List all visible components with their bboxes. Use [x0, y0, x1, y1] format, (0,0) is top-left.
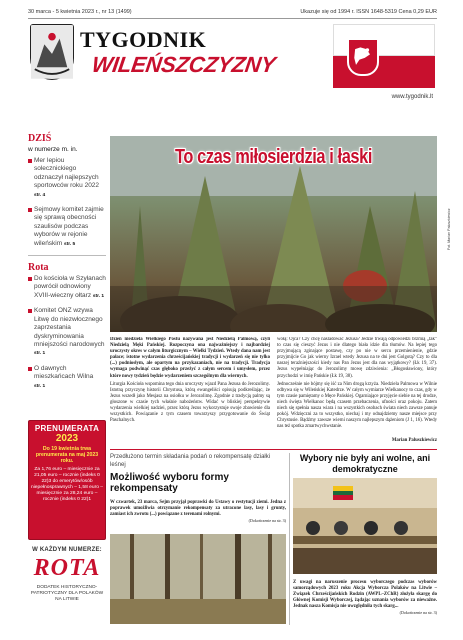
article2-photo [110, 534, 286, 624]
article3-body [293, 580, 437, 617]
article3-lead: Z uwagi na naruszenie procesu wyborczego podczas wyborów samorządowych 2023 roku Akcja Wyborcza Polaków na Litwie – Związek Chrześcijańskich Rodzin (AWPL–ZChR) złożyła skargę do Głównej Komisji Wyborczej, żądając uznania wyborów za nieważne. Jednak nasza Komisja nie uwzględniła tych skarg... [293, 580, 437, 610]
main-article-lead: Dzień niedziela Wielkiego Postu nazywana jest Niedzielą Palmową, czyli Niedzielą Męki Pańskiej. Rozpoczyna ona najważniejszy i najbardziej uroczysty okres w całym liturgicznym – Wielki Tydzień. Wtedy dana nam jest pałace; istotne wydarzenia chrześcijańskiej tradycji i wydarzeń się nie tylko (...) podniosłym, ale opartym na przykazaniach, nie na tradycji. Tradycja wymaga podwinąć czas głęboko przeżyć z całym sercem i umysłem, przez które nowy tydzień będzie wydarzeniem szczególnym dla wiernych. [110, 337, 270, 379]
sidebar-heading-rota: Rota [28, 262, 49, 274]
column-divider [289, 453, 290, 625]
article2-body [110, 500, 286, 524]
main-article-para: wołą: Ojca? Czy chcę naśladować Jezusa? Jedzie trwają odpowiedzi brzmią „tak” to czas się cieszyć Jezus i nie dlatego biała idzie dla tłumów. Na lepiej tego przyjmującą zginające postawę, czy po nie w sercu przemienienie, gdzie przyjmijcie Go jak wierny Izrael wtedy Jezusa na te dni jest Golgotą? Czy to dla naszej teraźniejszości kiedy nas Pan Jezus jest dla nas wyjątkowy? (Łk 19, 37). Jezus wypełniając do Jerozolimy mowę zdziwienia: „Błogosławiony, który przychodzi w imię Pańskie (Łk 19, 38). [277, 337, 437, 379]
sidebar-item-text: Sejmowy komitet zajmie się sprawą obecności szaulisów podczas wyborów w rejonie wileńskim [34, 206, 104, 247]
article2-lead: W czwartek, 23 marca, Sejm przyjął poprawki do Ustawy o restytucji ziemi. Jedna z poprawek umożliwia otrzymanie rekompensaty za utracone lasy, lasy i grunty, zamiast ich zwrotu (...) powiązane z terenami rolnymi. [110, 500, 286, 518]
sidebar-item-page: str. 1 [92, 293, 105, 299]
sidebar-item-text: Mer lepiou solecznickiego odznaczył najlepszych sportowców roku 2022 [34, 157, 100, 190]
sidebar-item-page: str. 5 [63, 241, 76, 247]
article3-continued: (Dokończenie na str. 3) [399, 610, 437, 616]
bullet-square-icon [28, 367, 32, 371]
sidebar-subheading: w numerze m. in. [28, 146, 78, 153]
newspaper-emblem [30, 24, 74, 80]
bullet-square-icon [28, 208, 32, 212]
rota-promo [28, 543, 106, 623]
hero-photo [110, 136, 437, 332]
sidebar-item-text: Komitet ONZ wzywa Litwę do niezwłocznego zaprzestania dyskryminowania mniejszości narodowych [34, 307, 105, 348]
issue-info-bar [28, 9, 437, 19]
subscription-year: 2023 [55, 433, 79, 444]
sidebar-item[interactable] [28, 365, 106, 391]
rota-kicker: W KAŻDYM NUMERZE: [32, 547, 102, 553]
section-divider [110, 449, 437, 450]
sidebar-item-page: str. 1 [34, 351, 46, 357]
publication-meta: Ukazuje się od 1994 r. ISSN 1648-5319 Cena 0,29 EUR [300, 9, 437, 15]
rota-description: DODATEK HISTORYCZNO-PATRIOTYCZNY DLA POLAKÓW NA LITWIE [30, 585, 104, 602]
sidebar [28, 133, 106, 397]
sidebar-item[interactable] [28, 275, 106, 301]
issue-date: 30 marca - 5 kwietnia 2023 r., nr 13 (1499) [28, 9, 132, 15]
masthead-title-line1: TYGODNIK [80, 27, 207, 52]
main-article-column-1 [110, 337, 270, 445]
hero-headline: To czas miłosierdzia i łaski [175, 146, 372, 168]
subscription-box [28, 420, 106, 540]
subscription-lead: Do 19 kwietnia trwa prenumerata na maj 2023 roku. [35, 446, 99, 464]
sidebar-item[interactable] [28, 157, 106, 200]
bullet-square-icon [28, 277, 32, 281]
article2-headline[interactable]: Możliwość wyboru formy rekompensaty [110, 472, 229, 494]
article3-photo [293, 478, 437, 574]
sidebar-item[interactable] [28, 206, 106, 249]
sidebar-item-text: O dawnych mieszkańcach Wilna [34, 364, 94, 381]
masthead-title-line2: WILEŃSZCZYZNY [90, 52, 277, 77]
main-article-author: Marian Paluszkiewicz [391, 438, 437, 443]
main-article-column-2 [277, 337, 437, 445]
coat-of-arms-icon [347, 38, 379, 76]
sidebar-item-text: Do kościoła w Szyłanach powrócił odnowiony XVIII-wieczny ołtarz [34, 275, 106, 299]
sidebar-item[interactable] [28, 307, 106, 358]
bullet-square-icon [28, 309, 32, 313]
forest-photo [110, 534, 286, 624]
subscription-prices: Za 1,76 euro – miesięcznie za 21,05 euro – rocznie (indeks 0 22)3 do emerytów/osób niepełnosprawnych – 1,58 euro – miesięcznie za 28,24 euro – rocznie (indeks 0 22)1 [30, 467, 104, 502]
subscription-heading: PRENUMERATA [34, 424, 100, 433]
rota-logo: ROTA [33, 555, 101, 581]
flag-with-coat-of-arms [333, 24, 435, 88]
bullet-square-icon [28, 159, 32, 163]
masthead [28, 22, 437, 114]
sidebar-item-page: str. 4 [34, 192, 46, 198]
main-article-para: Jednocześnie nie bójmy się iść za Nim drogą krzyża. Niedziela Palmowa w Wilnie odbywa się w Wileńskiej Katedrze. W całym wymiarze Wielkanocy to czas, gdy w tym czasie pamiętamy o Męce Pańskiej. Ogarniające przyjęcie siebie na tej drodze, niech święta Wielkanoc będą czasem przebaczenia, ufności oraz pokoju. Zatem niech się spełnia nasza wiara i na wszystkich osobach świata niech zawsze panuje pokój. Wdzięczni za to wszystko, niechaj i my odnajdziemy nasze miejsce przy Chrystusie. Bądźmy zawsze wierni naszym najlepszym dążeniom (J 1, 16). Wtedy nas też spotka zmartwychwstanie. [277, 381, 437, 430]
sidebar-heading-dzis: DZIŚ [28, 133, 52, 144]
article2-continued: (Dokończenie na str. 3) [248, 518, 286, 524]
website-link[interactable]: www.tygodnik.lt [391, 94, 433, 100]
sidebar-item-page: str. 1 [34, 383, 46, 389]
article2-kicker: Przedłużono termin składania podań o rekompensatę działki leśnej [110, 454, 271, 468]
article-rekompensata [110, 453, 286, 494]
main-article-para: Liturgia Kościoła wspomina tego dnia uroczysty wjazd Pana Jezusa do Jerozolimy. Istotną przyczynę historii Chrystusa, którą ewangeliści opisują podkreślając, że Jezus wszedł jako Mesjasz na osiołku w Jerozolimę. Zgodnie z tradycją palmy są głoszone w czasie tych właśnie nabożeństw. Widać w bliskiej perspektywie wydarzenia wielkiej nadziei, przez którą Jezus wykorzystuje swoje zbawienie dla wszystkich. Powiązanie z tym czasem towarzyszy przygotowanie do Świąt Paschalnych. [110, 381, 270, 424]
article-wybory [293, 453, 437, 474]
divider [28, 255, 106, 256]
article3-headline[interactable]: Wybory nie były ani wolne, ani demokratyczne [299, 453, 431, 474]
conference-photo [293, 478, 437, 574]
hero-photo-credit: Fot. Marian Paluszkiewicz [447, 208, 451, 250]
